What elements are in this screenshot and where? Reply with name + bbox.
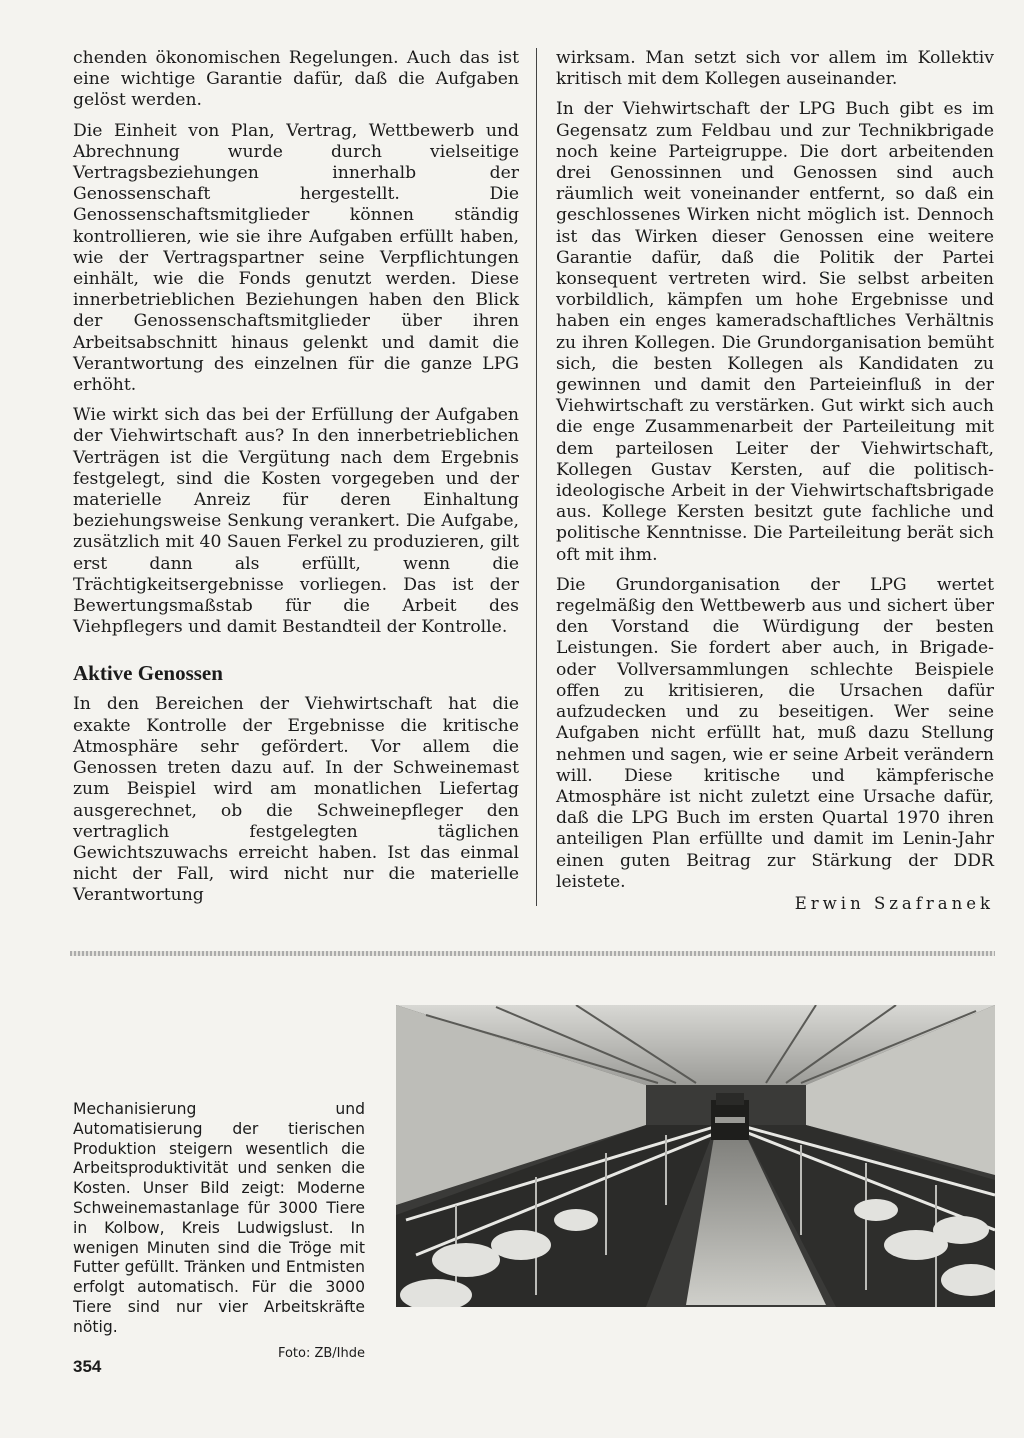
section-separator [70, 951, 995, 956]
body-paragraph: Die Einheit von Plan, Vertrag, Wettbewerb und Abrechnung wurde durch vielseitige Vertragsbeziehungen innerhalb der Genossenschaft hergestellt. Die Genossenschaftsmitglieder können ständig kontrollieren, wie sie ihre Aufgaben erfüllt haben, wie der Vertragspartner seine Verpflichtungen einhält, wie die Fonds genutzt werden. Diese innerbetrieblichen Beziehungen haben den Blick der Genossenschaftsmitglieder über ihren Arbeitsabschnitt hinaus gelenkt und damit die Verantwortung des einzelnen für die ganze LPG erhöht. [73, 120, 519, 396]
body-paragraph: chenden ökonomischen Regelungen. Auch das ist eine wichtige Garantie dafür, daß die Aufgaben gelöst werden. [73, 48, 519, 111]
body-paragraph: In den Bereichen der Viehwirtschaft hat die exakte Kontrolle der Ergebnisse die kritische Atmosphäre sehr gefördert. Vor allem die Genossen treten dazu auf. In der Schweinemast zum Beispiel wird am monatlichen Liefertag ausgerechnet, ob die Schweinepfleger den vertraglich festgelegten täglichen Gewichtszuwachs erreicht haben. Ist das einmal nicht der Fall, wird nicht nur die materielle Verantwortung [73, 694, 519, 906]
section-heading: Aktive Genossen [73, 661, 223, 686]
page-number: 354 [73, 1357, 102, 1376]
column-divider [536, 48, 537, 906]
body-paragraph: Die Grundorganisation der LPG wertet regelmäßig den Wettbewerb aus und sichert über den Vorstand die Würdigung der besten Leistungen. Sie fordert aber auch, in Brigade- oder Vollversammlungen schlechte Beispiele offen zu kritisieren, die Ursachen dafür aufzudecken und zu beseitigen. Wer seine Aufgaben nicht erfüllt hat, muß dazu Stellung nehmen und sagen, wie er seine Arbeit verändern will. Diese kritische und kämpferische Atmosphäre ist nicht zuletzt eine Ursache dafür, daß die LPG Buch im ersten Quartal 1970 ihren anteiligen Plan erfüllte und damit im Lenin-Jahr einen guten Beitrag zur Stärkung der DDR leistete. [556, 574, 994, 892]
left-column [73, 48, 519, 916]
body-paragraph: Wie wirkt sich das bei der Erfüllung der Aufgaben der Viehwirtschaft aus? In den innerbetrieblichen Verträgen ist die Vergütung nach dem Ergebnis festgelegt, sind die Kosten vorgegeben und der materielle Anreiz für deren Einhaltung beziehungsweise Senkung verankert. Die Aufgabe, zusätzlich mit 40 Sauen Ferkel zu produzieren, gilt erst dann als erfüllt, wenn die Trächtigkeitsergebnisse vorliegen. Das ist der Bewertungsmaßstab für die Arbeit des Viehpflegers und damit Bestandteil der Kontrolle. [73, 405, 519, 638]
photo-illustration [396, 1005, 995, 1307]
photo-caption [73, 1100, 365, 1363]
right-column [556, 48, 994, 914]
photo-credit: Foto: ZB/Ihde [277, 1345, 365, 1361]
body-paragraph: wirksam. Man setzt sich vor allem im Kollektiv kritisch mit dem Kollegen auseinander. [556, 48, 994, 90]
author-byline: Erwin Szafranek [794, 893, 994, 913]
pig-barn-photo [396, 1005, 995, 1307]
caption-text: Mechanisierung und Automatisierung der tierischen Produktion steigern wesentlich die Arbeitsproduktivität und senken die Kosten. Unser Bild zeigt: Moderne Schweinemastanlage für 3000 Tiere in Kolbow, Kreis Ludwigslust. In wenigen Minuten sind die Tröge mit Futter gefüllt. Tränken und Entmisten erfolgt automatisch. Für die 3000 Tiere sind nur vier Arbeitskräfte nötig. [73, 1100, 365, 1336]
body-paragraph: In der Viehwirtschaft der LPG Buch gibt es im Gegensatz zum Feldbau und zur Technikbrigade noch keine Parteigruppe. Die dort arbeitenden drei Genossinnen und Genossen sind auch räumlich weit voneinander entfernt, so daß ein geschlossenes Wirken nicht möglich ist. Dennoch ist das Wirken dieser Genossen eine weitere Garantie dafür, daß die Politik der Partei konsequent vertreten wird. Sie selbst arbeiten vorbildlich, kämpfen um hohe Ergebnisse und haben ein enges kameradschaftliches Verhältnis zu ihren Kollegen. Die Grundorganisation bemüht sich, die besten Kollegen als Kandidaten zu gewinnen und damit den Parteieinfluß in der Viehwirtschaft zu verstärken. Gut wirkt sich auch die enge Zusammenarbeit der Parteileitung mit dem parteilosen Leiter der Viehwirtschaft, Kollegen Gustav Kersten, auf die politisch-ideologische Arbeit in der Viehwirtschaftsbrigade aus. Kollege Kersten besitzt gute fachliche und politische Kenntnisse. Die Parteileitung berät sich oft mit ihm. [556, 99, 994, 565]
